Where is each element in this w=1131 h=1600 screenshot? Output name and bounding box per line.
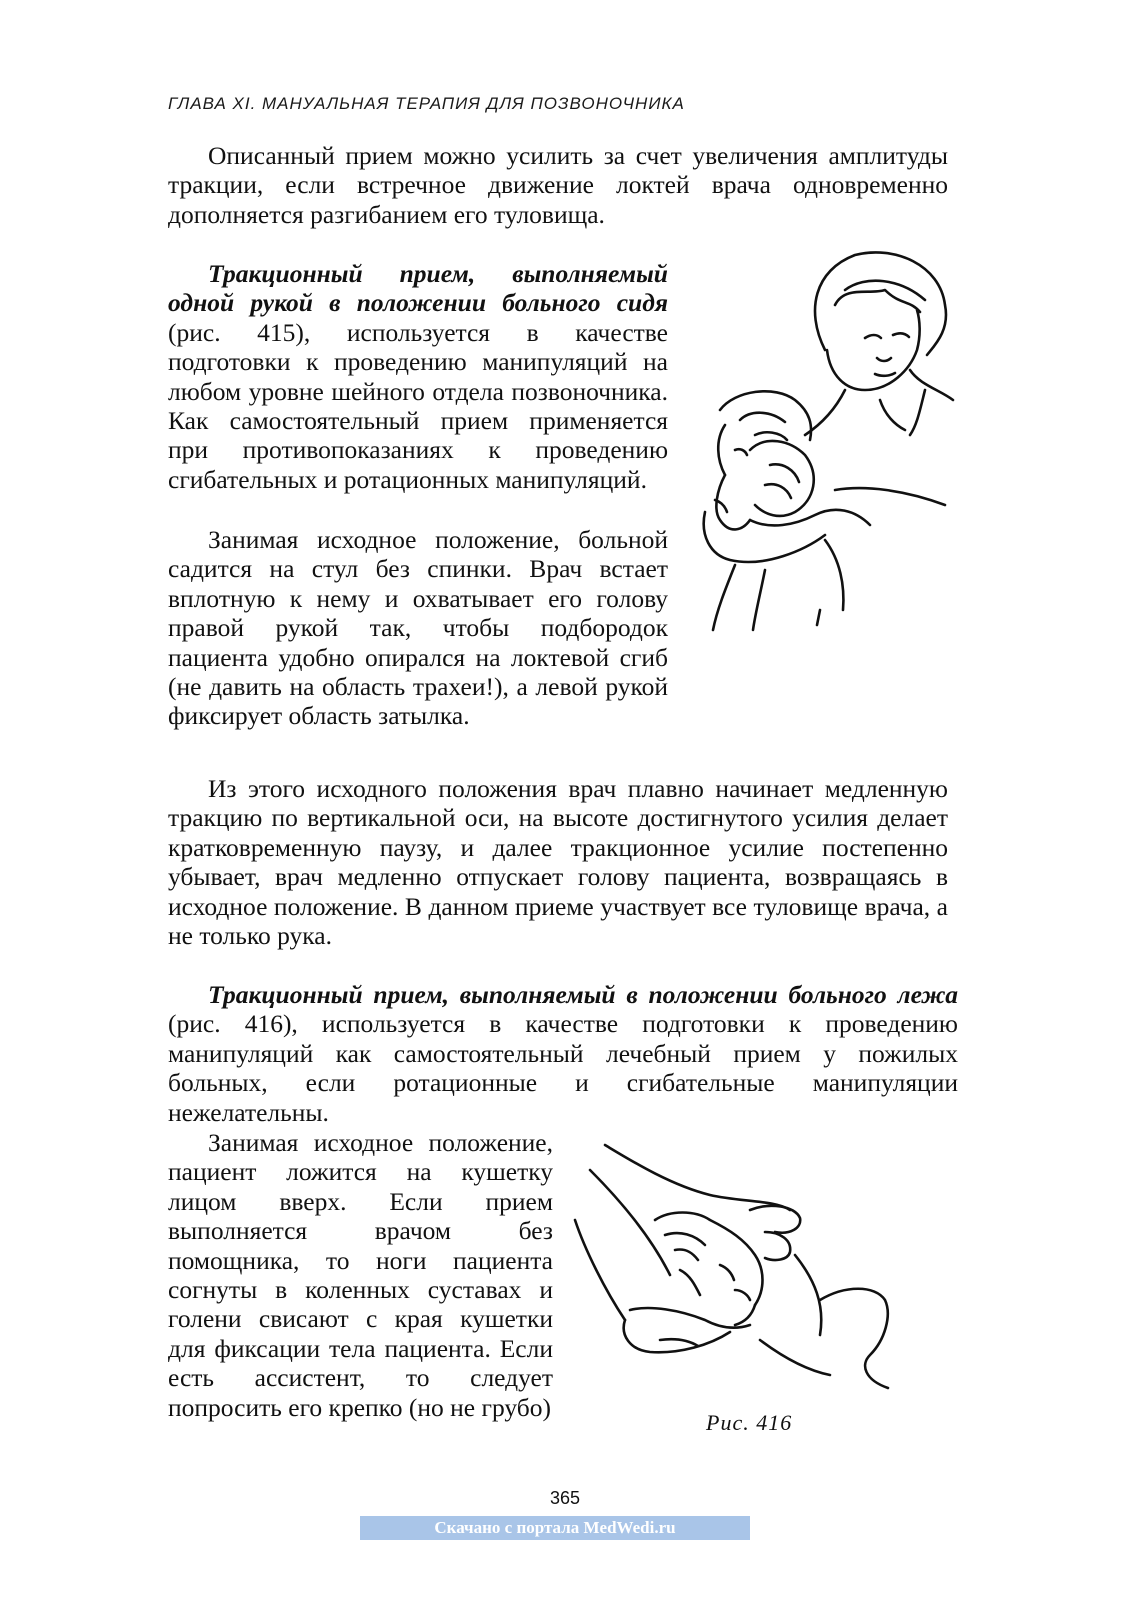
figure-416-supine-traction-illustration bbox=[570, 1140, 900, 1405]
paragraph-5 bbox=[168, 980, 958, 1127]
paragraph-5-body: (рис. 416), используется в качестве подготовки к проведению манипуляций как самостоятельный лечебный прием у пожилых больных, если ротационные и сгибательные манипуляции нежелательны. bbox=[168, 1009, 958, 1127]
paragraph-2 bbox=[168, 259, 668, 494]
paragraph-1: Описанный прием можно усилить за счет увеличения амплитуды тракции, если встречное движение локтей врача одновременно дополняется разгибанием его туловища. bbox=[168, 141, 948, 229]
paragraph-2-title: Тракционный прием, выполняемый одной рукой в положении больного сидя bbox=[168, 259, 668, 318]
paragraph-4: Из этого исходного положения врач плавно начинает медленную тракцию по вертикальной оси, на высоте достигнутого усилия делает кратковременную паузу, и далее тракционное усилие постепенно убывает, врач медленно отпускает голову пациента, возвращаясь в исходное положение. В данном приеме участвует все туловище врача, а не только рука. bbox=[168, 774, 948, 951]
paragraph-2-body: (рис. 415), используется в качестве подготовки к проведению манипуляций на любом уровне шейного отдела позвоночника. Как самостоятельный прием применяется при противопоказаниях к проведению сгибательных и ротационных манипуляций. bbox=[168, 317, 668, 494]
chapter-header: ГЛАВА XI. МАНУАЛЬНАЯ ТЕРАПИЯ ДЛЯ ПОЗВОНОЧНИКА bbox=[168, 94, 685, 113]
paragraph-5-title: Тракционный прием, выполняемый в положении больного лежа bbox=[208, 980, 958, 1009]
footer-download-banner[interactable]: Скачано с портала MedWedi.ru bbox=[360, 1516, 750, 1540]
paragraph-3: Занимая исходное положение, больной садится на стул без спинки. Врач встает вплотную к нему и охватывает его голову правой рукой так, чтобы подбородок пациента удобно опирался на локтевой сгиб (не давить на область трахеи!), а левой рукой фиксирует область затылка. bbox=[168, 525, 668, 731]
paragraph-6: Занимая исходное положение, пациент ложится на кушетку лицом вверх. Если прием выполняется врачом без помощника, то ноги пациента согнуты в коленных суставах и голени свисают с края кушетки для фиксации тела пациента. Если есть ассистент, то следует попросить его крепко (но не грубо) bbox=[168, 1128, 553, 1422]
page-number: 365 bbox=[549, 1488, 581, 1508]
figure-caption: Рис. 416 bbox=[706, 1410, 793, 1435]
figure-415-seated-traction-illustration bbox=[695, 250, 955, 640]
